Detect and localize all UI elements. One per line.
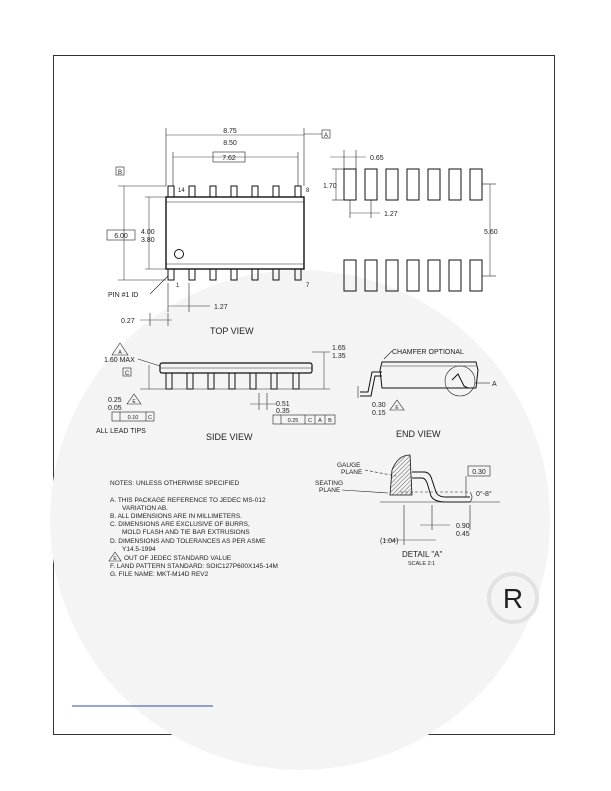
- svg-text:C: C: [308, 418, 312, 424]
- foot-min: 0.45: [456, 531, 470, 538]
- top-view-title: TOP VIEW: [210, 326, 254, 336]
- body-width-max: 4.00: [141, 229, 155, 236]
- package-body: [166, 197, 304, 269]
- svg-text:E: E: [132, 399, 136, 405]
- side-view-title: SIDE VIEW: [206, 432, 253, 442]
- foot-ref: (1.04): [380, 538, 399, 545]
- lead-angle: 0°-8°: [476, 491, 492, 498]
- foot-max: 0.90: [456, 523, 470, 530]
- svg-text:PLANE: PLANE: [341, 469, 363, 476]
- svg-text:SEATING: SEATING: [315, 480, 344, 487]
- datum-c: C: [124, 371, 130, 377]
- pin-7-label: 7: [306, 283, 310, 289]
- pin-1-label: 1: [176, 283, 180, 289]
- height-min: 1.35: [332, 353, 346, 360]
- note-a-2: VARIATION AB.: [122, 505, 168, 512]
- note-c-1: C. DIMENSIONS ARE EXCLUSIVE OF BURRS,: [110, 521, 250, 528]
- max-height-label: 1.60 MAX: [104, 357, 135, 364]
- note-f: F. LAND PATTERN STANDARD: SOIC127P600X145-14M: [110, 563, 278, 570]
- detail-a-title: DETAIL "A": [402, 550, 443, 559]
- pin-14-label: 14: [178, 188, 185, 194]
- pad-width: 0.65: [370, 155, 384, 162]
- lead-thk-max: 0.30: [372, 402, 386, 409]
- svg-text:A: A: [318, 418, 322, 424]
- position-tol-value: 0.25: [287, 418, 299, 424]
- coplanarity-value: 0.10: [127, 415, 139, 421]
- datum-a: A: [323, 133, 329, 139]
- watermark-disc: [50, 270, 550, 770]
- pin1-id-label: PIN #1 ID: [108, 292, 139, 299]
- standoff-max: 0.25: [108, 397, 122, 404]
- datum-b: B: [117, 170, 123, 176]
- lead-thk-min: 0.15: [372, 410, 386, 417]
- body-width-min: 3.80: [141, 237, 155, 244]
- detail-a-scale: SCALE 2:1: [408, 561, 436, 567]
- svg-text:PLANE: PLANE: [319, 487, 341, 494]
- svg-text:A: A: [118, 350, 122, 356]
- note-g: G. FILE NAME: MKT-M14D REV2: [110, 571, 209, 578]
- svg-text:GAUGE: GAUGE: [337, 462, 361, 469]
- note-c-2: MOLD FLASH AND TIE BAR EXTRUSIONS: [122, 529, 250, 536]
- note-a-1: A. THIS PACKAGE REFERENCE TO JEDEC MS-012: [110, 497, 266, 504]
- svg-text:E: E: [395, 405, 399, 411]
- coplanarity-datum: C: [148, 415, 152, 421]
- svg-text:R: R: [502, 583, 524, 614]
- gauge-dim: 0.30: [472, 469, 486, 476]
- height-max: 1.65: [332, 345, 346, 352]
- svg-text:E: E: [113, 556, 117, 562]
- top-leads: [168, 186, 301, 197]
- pin-span: 7.62: [222, 155, 236, 162]
- note-d-2: Y14.5-1994: [122, 546, 156, 553]
- land-pitch: 1.27: [384, 211, 398, 218]
- top-pitch: 1.27: [214, 304, 228, 311]
- end-view-title: END VIEW: [396, 429, 441, 439]
- lead-width-min: 0.35: [276, 408, 290, 415]
- land-pads-top: [344, 169, 482, 200]
- standoff-min: 0.05: [108, 405, 122, 412]
- chamfer-label: CHAMFER OPTIONAL: [392, 349, 464, 356]
- overall-width: 6.00: [114, 233, 128, 240]
- pad-length: 1.70: [323, 183, 337, 190]
- length-max: 8.75: [223, 128, 237, 135]
- pin1-indicator: [175, 250, 184, 259]
- pin-8-label: 8: [306, 188, 310, 194]
- land-pattern: [323, 150, 498, 291]
- all-lead-tips-label: ALL LEAD TIPS: [96, 428, 146, 435]
- svg-text:B: B: [328, 418, 332, 424]
- length-min: 8.50: [223, 140, 237, 147]
- detail-a-ref: A: [492, 381, 497, 388]
- notes-heading: NOTES: UNLESS OTHERWISE SPECIFIED: [110, 480, 240, 487]
- note-b: B. ALL DIMENSIONS ARE IN MILLIMETERS.: [110, 513, 242, 520]
- land-span: 5.60: [484, 229, 498, 236]
- lead-width-max: 0.51: [276, 401, 290, 408]
- lead-offset: 0.27: [121, 318, 135, 325]
- note-e: OUT OF JEDEC STANDARD VALUE: [124, 555, 232, 562]
- land-pads-bottom: [344, 260, 482, 291]
- note-d-1: D. DIMENSIONS AND TOLERANCES AS PER ASME: [110, 538, 266, 545]
